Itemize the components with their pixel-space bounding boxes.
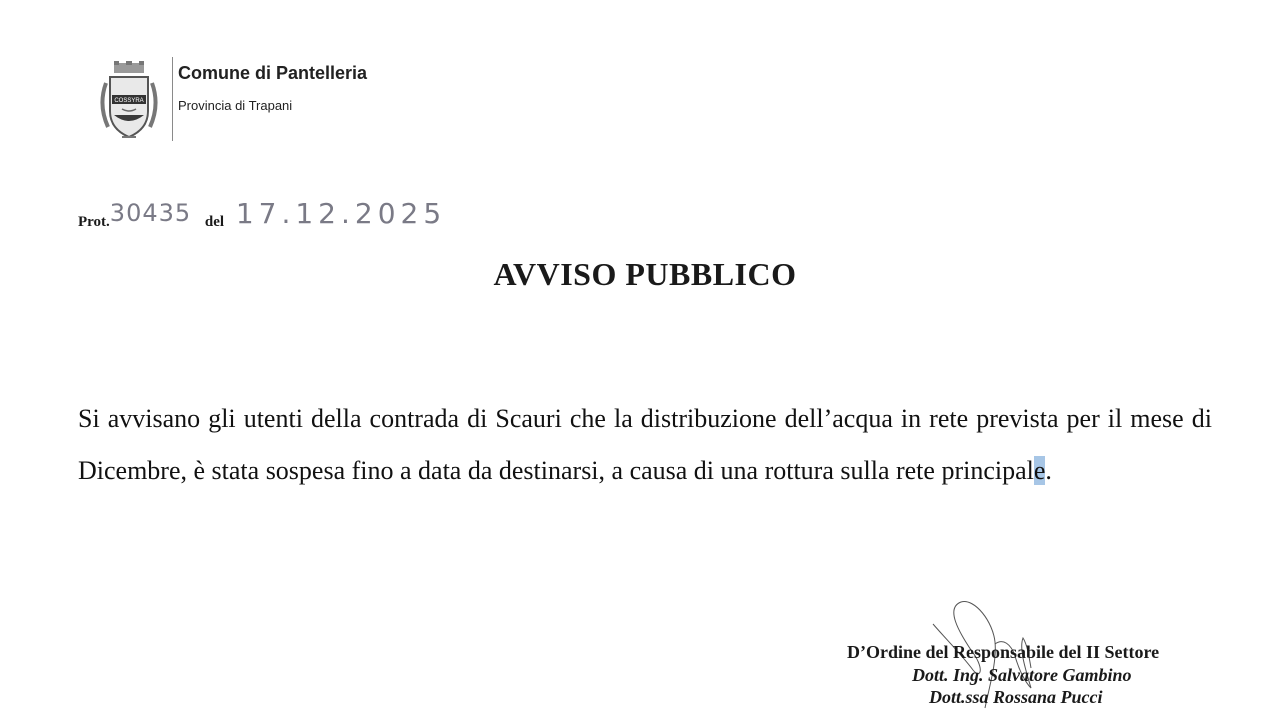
header-divider <box>172 57 173 141</box>
document-title: AVVISO PUBBLICO <box>493 256 797 292</box>
signature-line-1: D’Ordine del Responsabile del II Settore <box>847 642 1160 662</box>
notice-body <box>78 393 1212 497</box>
prot-date: 17.12.2025 <box>235 197 447 230</box>
protocol-line <box>78 188 446 228</box>
signature-line-2: Dott. Ing. Salvatore Gambino <box>912 665 1132 685</box>
province-name: Provincia di Trapani <box>178 98 293 113</box>
municipality-name: Comune di Pantelleria <box>178 63 368 83</box>
header-text <box>178 63 367 113</box>
svg-text:COSSYRA: COSSYRA <box>114 98 144 104</box>
notice-text: Si avvisano gli utenti della contrada di Scauri che la distribuzione dell’acqua in rete prevista per il mese di Dicembre, è stata sospesa fino a data da destinarsi, a causa di una rottura sulla rete principal <box>78 404 1212 485</box>
crest-logo <box>96 61 162 143</box>
prot-label: Prot. <box>78 214 110 230</box>
notice-end: . <box>1045 456 1052 485</box>
text-selection: e <box>1033 456 1046 485</box>
prot-number: 30435 <box>109 199 192 227</box>
signature-block <box>820 598 1220 718</box>
del-label: del <box>204 214 225 230</box>
signature-line-3: Dott.ssa Rossana Pucci <box>929 687 1103 707</box>
